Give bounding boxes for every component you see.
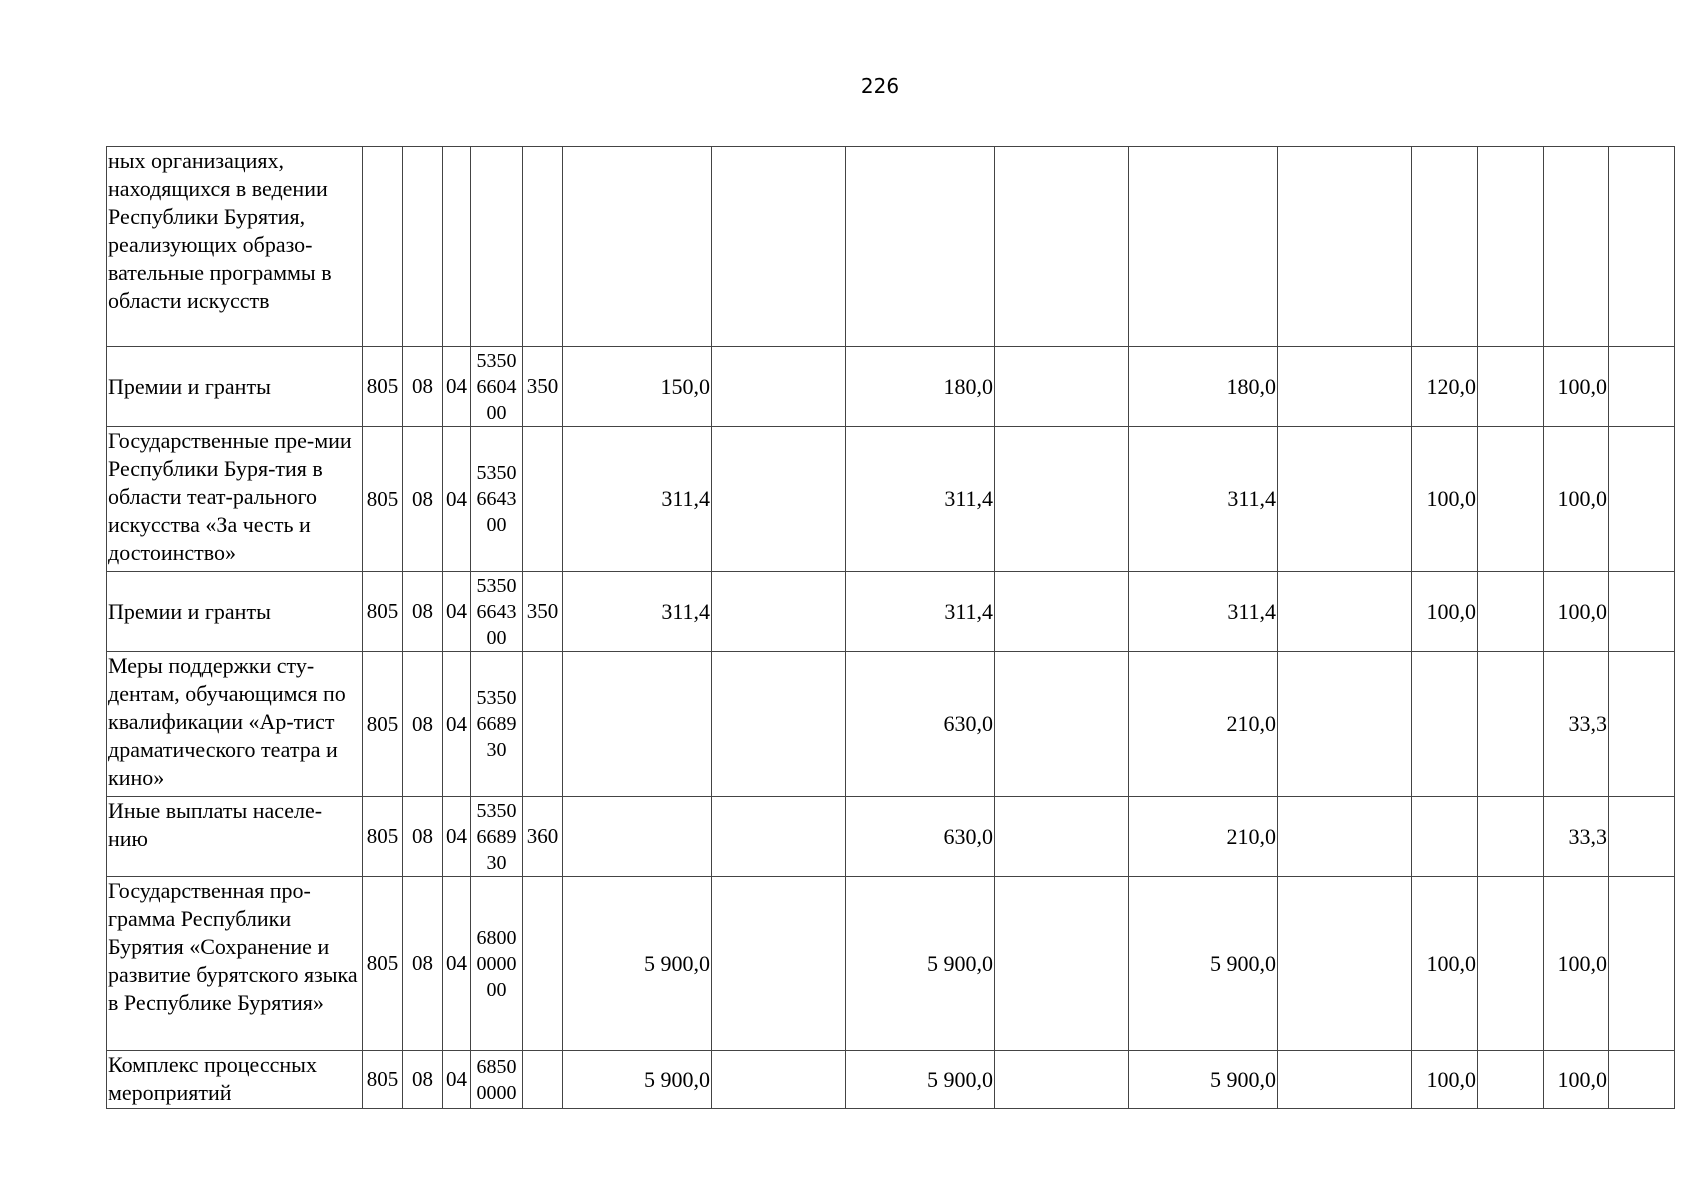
gr-code: 805 [363, 1051, 403, 1109]
value-9 [1544, 147, 1609, 347]
pr-code: 04 [443, 347, 471, 427]
table-row [107, 572, 1675, 652]
target-code [471, 147, 523, 347]
pr-code: 04 [443, 1051, 471, 1109]
target-code: 6800 0000 00 [471, 877, 523, 1051]
value-2 [712, 797, 846, 877]
gr-code: 805 [363, 572, 403, 652]
value-1 [563, 652, 712, 797]
vr-code: 360 [523, 797, 563, 877]
rz-code: 08 [403, 877, 443, 1051]
gr-code: 805 [363, 652, 403, 797]
value-8 [1478, 877, 1544, 1051]
value-5: 5 900,0 [1129, 877, 1278, 1051]
value-7: 100,0 [1412, 572, 1478, 652]
gr-code: 805 [363, 427, 403, 572]
vr-code [523, 652, 563, 797]
table-row [107, 1051, 1675, 1109]
table-row [107, 347, 1675, 427]
rz-code: 08 [403, 427, 443, 572]
value-1: 150,0 [563, 347, 712, 427]
row-name: Комплекс процессных мероприятий [107, 1051, 363, 1109]
blank-cell [1609, 427, 1675, 572]
value-9: 100,0 [1544, 572, 1609, 652]
value-3: 630,0 [846, 797, 995, 877]
value-5: 311,4 [1129, 427, 1278, 572]
value-6 [1278, 877, 1412, 1051]
rz-code: 08 [403, 347, 443, 427]
row-name: Меры поддержки сту-дентам, обучающимся по квалификации «Ар-тист драматического театра и кино» [107, 652, 363, 797]
rz-code [403, 147, 443, 347]
value-1: 5 900,0 [563, 877, 712, 1051]
value-7: 100,0 [1412, 427, 1478, 572]
value-8 [1478, 572, 1544, 652]
value-5: 180,0 [1129, 347, 1278, 427]
value-3: 5 900,0 [846, 1051, 995, 1109]
value-2 [712, 652, 846, 797]
vr-code [523, 1051, 563, 1109]
value-7 [1412, 147, 1478, 347]
vr-code: 350 [523, 347, 563, 427]
gr-code [363, 147, 403, 347]
row-name: ных организациях, находящихся в ведении Республики Бурятия, реализующих образо-вательные программы в области искусств [107, 147, 363, 347]
value-9: 33,3 [1544, 652, 1609, 797]
pr-code: 04 [443, 797, 471, 877]
value-3 [846, 147, 995, 347]
target-code: 6850 0000 [471, 1051, 523, 1109]
value-4 [995, 797, 1129, 877]
value-4 [995, 147, 1129, 347]
target-code: 5350 6689 30 [471, 797, 523, 877]
value-8 [1478, 347, 1544, 427]
value-8 [1478, 797, 1544, 877]
table-row [107, 652, 1675, 797]
pr-code: 04 [443, 652, 471, 797]
value-6 [1278, 347, 1412, 427]
pr-code: 04 [443, 572, 471, 652]
vr-code [523, 147, 563, 347]
value-2 [712, 427, 846, 572]
table-row [107, 147, 1675, 347]
row-name: Премии и гранты [107, 572, 363, 652]
target-code: 5350 6643 00 [471, 572, 523, 652]
target-code: 5350 6643 00 [471, 427, 523, 572]
budget-table [106, 146, 1675, 1109]
value-6 [1278, 652, 1412, 797]
value-2 [712, 347, 846, 427]
value-7 [1412, 797, 1478, 877]
table-row [107, 877, 1675, 1051]
value-6 [1278, 1051, 1412, 1109]
blank-cell [1609, 797, 1675, 877]
target-code: 5350 6689 30 [471, 652, 523, 797]
value-2 [712, 877, 846, 1051]
rz-code: 08 [403, 652, 443, 797]
value-9: 100,0 [1544, 427, 1609, 572]
value-8 [1478, 1051, 1544, 1109]
value-1: 5 900,0 [563, 1051, 712, 1109]
value-3: 630,0 [846, 652, 995, 797]
value-8 [1478, 652, 1544, 797]
blank-cell [1609, 1051, 1675, 1109]
gr-code: 805 [363, 347, 403, 427]
value-8 [1478, 427, 1544, 572]
row-name: Государственная про-грамма Республики Бурятия «Сохранение и развитие бурятского языка в Республике Бурятия» [107, 877, 363, 1051]
value-4 [995, 877, 1129, 1051]
value-4 [995, 652, 1129, 797]
pr-code: 04 [443, 877, 471, 1051]
value-1: 311,4 [563, 427, 712, 572]
vr-code: 350 [523, 572, 563, 652]
value-4 [995, 572, 1129, 652]
blank-cell [1609, 147, 1675, 347]
target-code: 5350 6604 00 [471, 347, 523, 427]
value-6 [1278, 147, 1412, 347]
rz-code: 08 [403, 1051, 443, 1109]
value-5 [1129, 147, 1278, 347]
table-row [107, 797, 1675, 877]
gr-code: 805 [363, 797, 403, 877]
value-8 [1478, 147, 1544, 347]
value-7 [1412, 652, 1478, 797]
value-1 [563, 797, 712, 877]
pr-code [443, 147, 471, 347]
value-4 [995, 347, 1129, 427]
value-7: 120,0 [1412, 347, 1478, 427]
blank-cell [1609, 572, 1675, 652]
value-7: 100,0 [1412, 1051, 1478, 1109]
value-7: 100,0 [1412, 877, 1478, 1051]
value-5: 210,0 [1129, 797, 1278, 877]
gr-code: 805 [363, 877, 403, 1051]
value-3: 311,4 [846, 572, 995, 652]
value-6 [1278, 797, 1412, 877]
value-9: 100,0 [1544, 1051, 1609, 1109]
blank-cell [1609, 652, 1675, 797]
value-5: 311,4 [1129, 572, 1278, 652]
value-2 [712, 572, 846, 652]
vr-code [523, 877, 563, 1051]
value-9: 100,0 [1544, 877, 1609, 1051]
blank-cell [1609, 877, 1675, 1051]
value-3: 5 900,0 [846, 877, 995, 1051]
value-6 [1278, 427, 1412, 572]
vr-code [523, 427, 563, 572]
value-6 [1278, 572, 1412, 652]
row-name: Иные выплаты населе-нию [107, 797, 363, 877]
value-9: 100,0 [1544, 347, 1609, 427]
rz-code: 08 [403, 572, 443, 652]
value-3: 311,4 [846, 427, 995, 572]
value-5: 210,0 [1129, 652, 1278, 797]
value-1: 311,4 [563, 572, 712, 652]
value-2 [712, 1051, 846, 1109]
page-number: 226 [860, 74, 900, 98]
value-1 [563, 147, 712, 347]
blank-cell [1609, 347, 1675, 427]
value-3: 180,0 [846, 347, 995, 427]
row-name: Государственные пре-мии Республики Буря-тия в области теат-рального искусства «За честь и достоинство» [107, 427, 363, 572]
rz-code: 08 [403, 797, 443, 877]
row-name: Премии и гранты [107, 347, 363, 427]
value-9: 33,3 [1544, 797, 1609, 877]
table-row [107, 427, 1675, 572]
value-5: 5 900,0 [1129, 1051, 1278, 1109]
value-2 [712, 147, 846, 347]
pr-code: 04 [443, 427, 471, 572]
value-4 [995, 427, 1129, 572]
value-4 [995, 1051, 1129, 1109]
